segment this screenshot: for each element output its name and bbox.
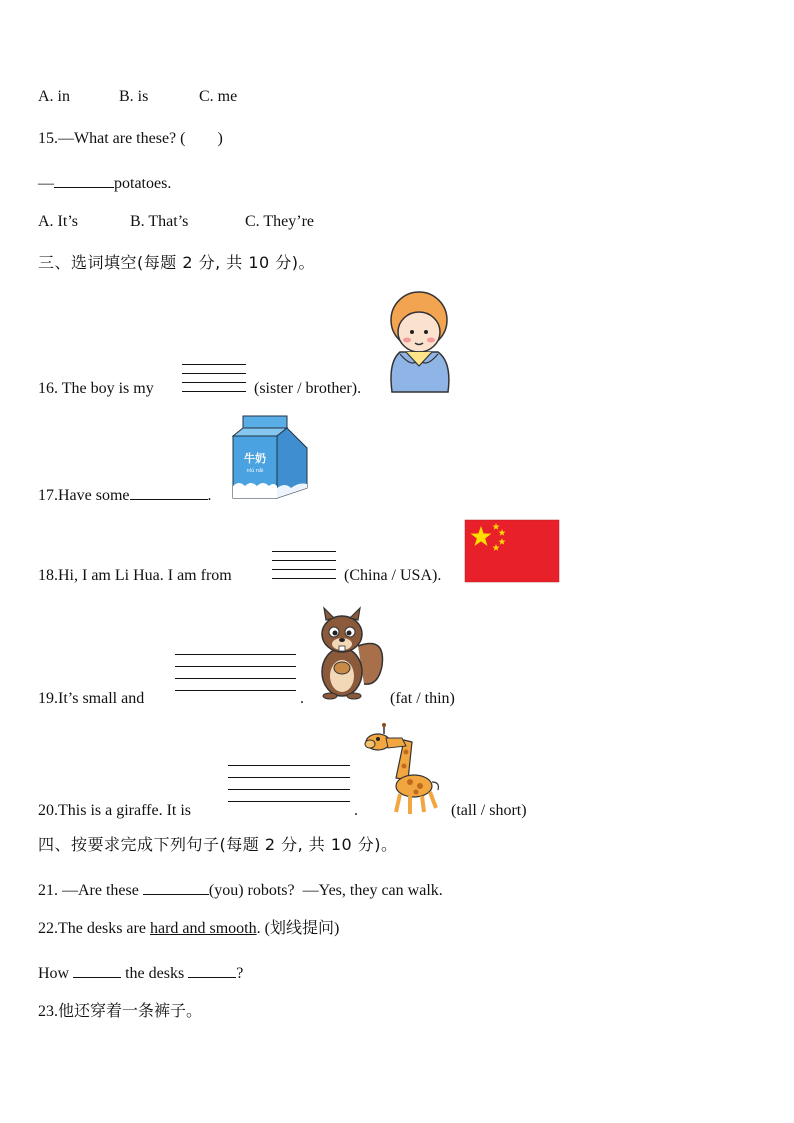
q22-underlined: hard and smooth: [149, 920, 257, 937]
q17-suffix: .: [207, 487, 212, 504]
q22-the-desks: the desks: [125, 965, 185, 982]
q22-line: [38, 919, 339, 939]
boy-illustration: [386, 292, 456, 397]
q20-choices: (tall / short): [451, 802, 527, 819]
q16-writing-lines[interactable]: [182, 364, 246, 400]
q15-option-b: B. That’s: [130, 213, 189, 230]
q14-options: [38, 87, 237, 107]
q15-question: 15.—What are these? ( ): [38, 130, 223, 147]
q17-line: [38, 483, 212, 506]
q21-hint: (you) robots?: [208, 882, 295, 899]
q22-suffix: . (划线提问): [256, 920, 340, 937]
q21-answer: —Yes, they can walk.: [302, 882, 443, 899]
q16-choices: (sister / brother).: [254, 380, 362, 397]
q20-prefix: 20.This is a giraffe. It is: [38, 802, 192, 819]
china-flag-illustration: [465, 520, 559, 582]
q21-line: [38, 878, 443, 901]
q17-prefix: 17.Have some: [38, 487, 130, 504]
section3-heading: 三、选词填空(每题 2 分, 共 10 分)。: [38, 253, 316, 272]
q15-dash: —: [38, 175, 54, 192]
q22-prefix: 22.The desks are: [38, 920, 146, 937]
q14-option-c: C. me: [199, 88, 238, 105]
q19-prefix: 19.It’s small and: [38, 690, 145, 707]
q22-how: How: [38, 965, 70, 982]
q22-blank-1[interactable]: [73, 961, 121, 978]
q22-blank-2[interactable]: [188, 961, 236, 978]
q16-prefix: 16. The boy is my: [38, 380, 154, 397]
q15-option-a: A. It’s: [38, 213, 78, 230]
q19-suffix: .: [300, 690, 304, 707]
q21-prefix: 21. —Are these: [38, 882, 139, 899]
q15-answer-suffix: potatoes.: [114, 175, 172, 192]
q20-writing-lines[interactable]: [228, 765, 350, 810]
q22-question-mark: ?: [236, 965, 244, 982]
q19-writing-lines[interactable]: [175, 654, 296, 699]
q15-blank[interactable]: [54, 171, 114, 188]
q19-choices: (fat / thin): [390, 690, 455, 707]
q15-answer-line: [38, 171, 171, 194]
squirrel-illustration: [314, 606, 386, 702]
q14-option-a: A. in: [38, 88, 70, 105]
q17-blank[interactable]: [130, 483, 208, 500]
q22-answer-line: [38, 961, 243, 984]
section4-heading: 四、按要求完成下列句子(每题 2 分, 共 10 分)。: [38, 835, 398, 854]
q15-options: [38, 212, 314, 232]
milk-carton-illustration: [229, 414, 309, 500]
q18-prefix: 18.Hi, I am Li Hua. I am from: [38, 567, 232, 584]
q15-option-c: C. They’re: [245, 213, 315, 230]
giraffe-illustration: [366, 720, 442, 816]
q21-blank[interactable]: [143, 878, 209, 895]
q18-choices: (China / USA).: [344, 567, 442, 584]
q14-option-b: B. is: [119, 88, 149, 105]
q20-suffix: .: [354, 802, 358, 819]
q18-writing-lines[interactable]: [272, 551, 336, 587]
carton-label: 牛奶: [244, 452, 266, 465]
q23-text: 23.他还穿着一条裤子。: [38, 1003, 203, 1020]
carton-pinyin: niú nǎi: [246, 468, 264, 474]
